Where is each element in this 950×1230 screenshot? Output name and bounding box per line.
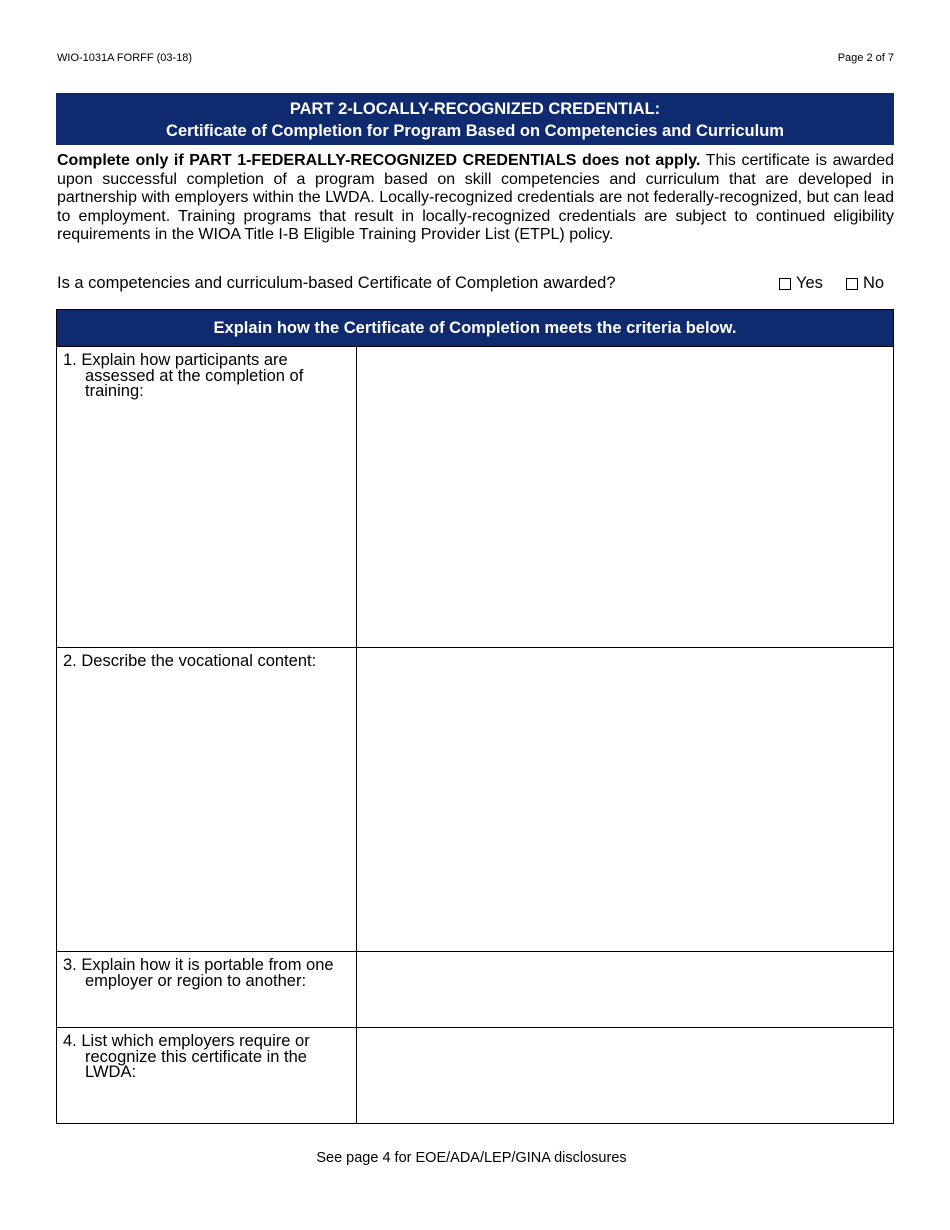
criteria-text-4: List which employers require or recognize this certificate in the LWDA: <box>81 1032 310 1081</box>
criteria-text-2: Describe the vocational content: <box>81 652 317 670</box>
intro-body: This certificate is awarded upon successful completion of a program based on skill competencies and curriculum that are developed in partnership with employers within the LWDA. Locally-recognized credentials are not federally-recognized, but can lead to employment. Training programs that result in locally-recognized credentials are subject to continued eligibility requirements in the WIOA Title I-B Eligible Training Provider List (ETPL) policy. <box>57 152 894 243</box>
criteria-row-3 <box>57 951 893 1028</box>
yes-option[interactable] <box>779 274 823 293</box>
no-option[interactable] <box>846 274 884 293</box>
part-2-banner <box>56 93 894 145</box>
criteria-row-1 <box>57 347 893 648</box>
no-checkbox[interactable] <box>846 278 858 290</box>
criteria-number-4: 4. <box>63 1032 77 1050</box>
banner-title: PART 2-LOCALLY-RECOGNIZED CREDENTIAL: <box>289 100 661 118</box>
criteria-label-4 <box>57 1028 357 1123</box>
criteria-row-2 <box>57 647 893 952</box>
assessment-answer-field[interactable] <box>357 347 893 648</box>
criteria-label-3 <box>57 952 357 1028</box>
criteria-number-2: 2. <box>63 652 77 670</box>
criteria-label-2 <box>57 648 357 952</box>
intro-bold-lead: Complete only if PART 1-FEDERALLY-RECOGNIZED CREDENTIALS does not apply. <box>57 152 701 169</box>
table-header: Explain how the Certificate of Completion meets the criteria below. <box>57 310 893 347</box>
portability-answer-field[interactable] <box>357 952 893 1028</box>
yes-checkbox[interactable] <box>779 278 791 290</box>
criteria-number-3: 3. <box>63 956 77 974</box>
footer-disclosure: See page 4 for EOE/ADA/LEP/GINA disclosures <box>316 1150 627 1166</box>
criteria-text-1: Explain how participants are assessed at the completion of training: <box>81 351 304 400</box>
criteria-text-3: Explain how it is portable from one employer or region to another: <box>81 956 334 990</box>
banner-subtitle: Certificate of Completion for Program Based on Competencies and Curriculum <box>166 122 784 140</box>
no-label: No <box>863 274 885 292</box>
criteria-row-4 <box>57 1027 893 1123</box>
page-number: Page 2 of 7 <box>837 52 894 64</box>
certificate-question <box>57 274 894 296</box>
intro-paragraph <box>57 152 894 245</box>
page-header <box>57 52 894 68</box>
criteria-label-1 <box>57 347 357 648</box>
question-text: Is a competencies and curriculum-based Certificate of Completion awarded? <box>57 274 616 292</box>
employers-answer-field[interactable] <box>357 1028 893 1123</box>
form-id: WIO-1031A FORFF (03-18) <box>57 52 193 64</box>
yes-label: Yes <box>796 274 823 292</box>
criteria-table <box>56 309 894 1124</box>
criteria-number-1: 1. <box>63 351 77 369</box>
vocational-content-answer-field[interactable] <box>357 648 893 952</box>
